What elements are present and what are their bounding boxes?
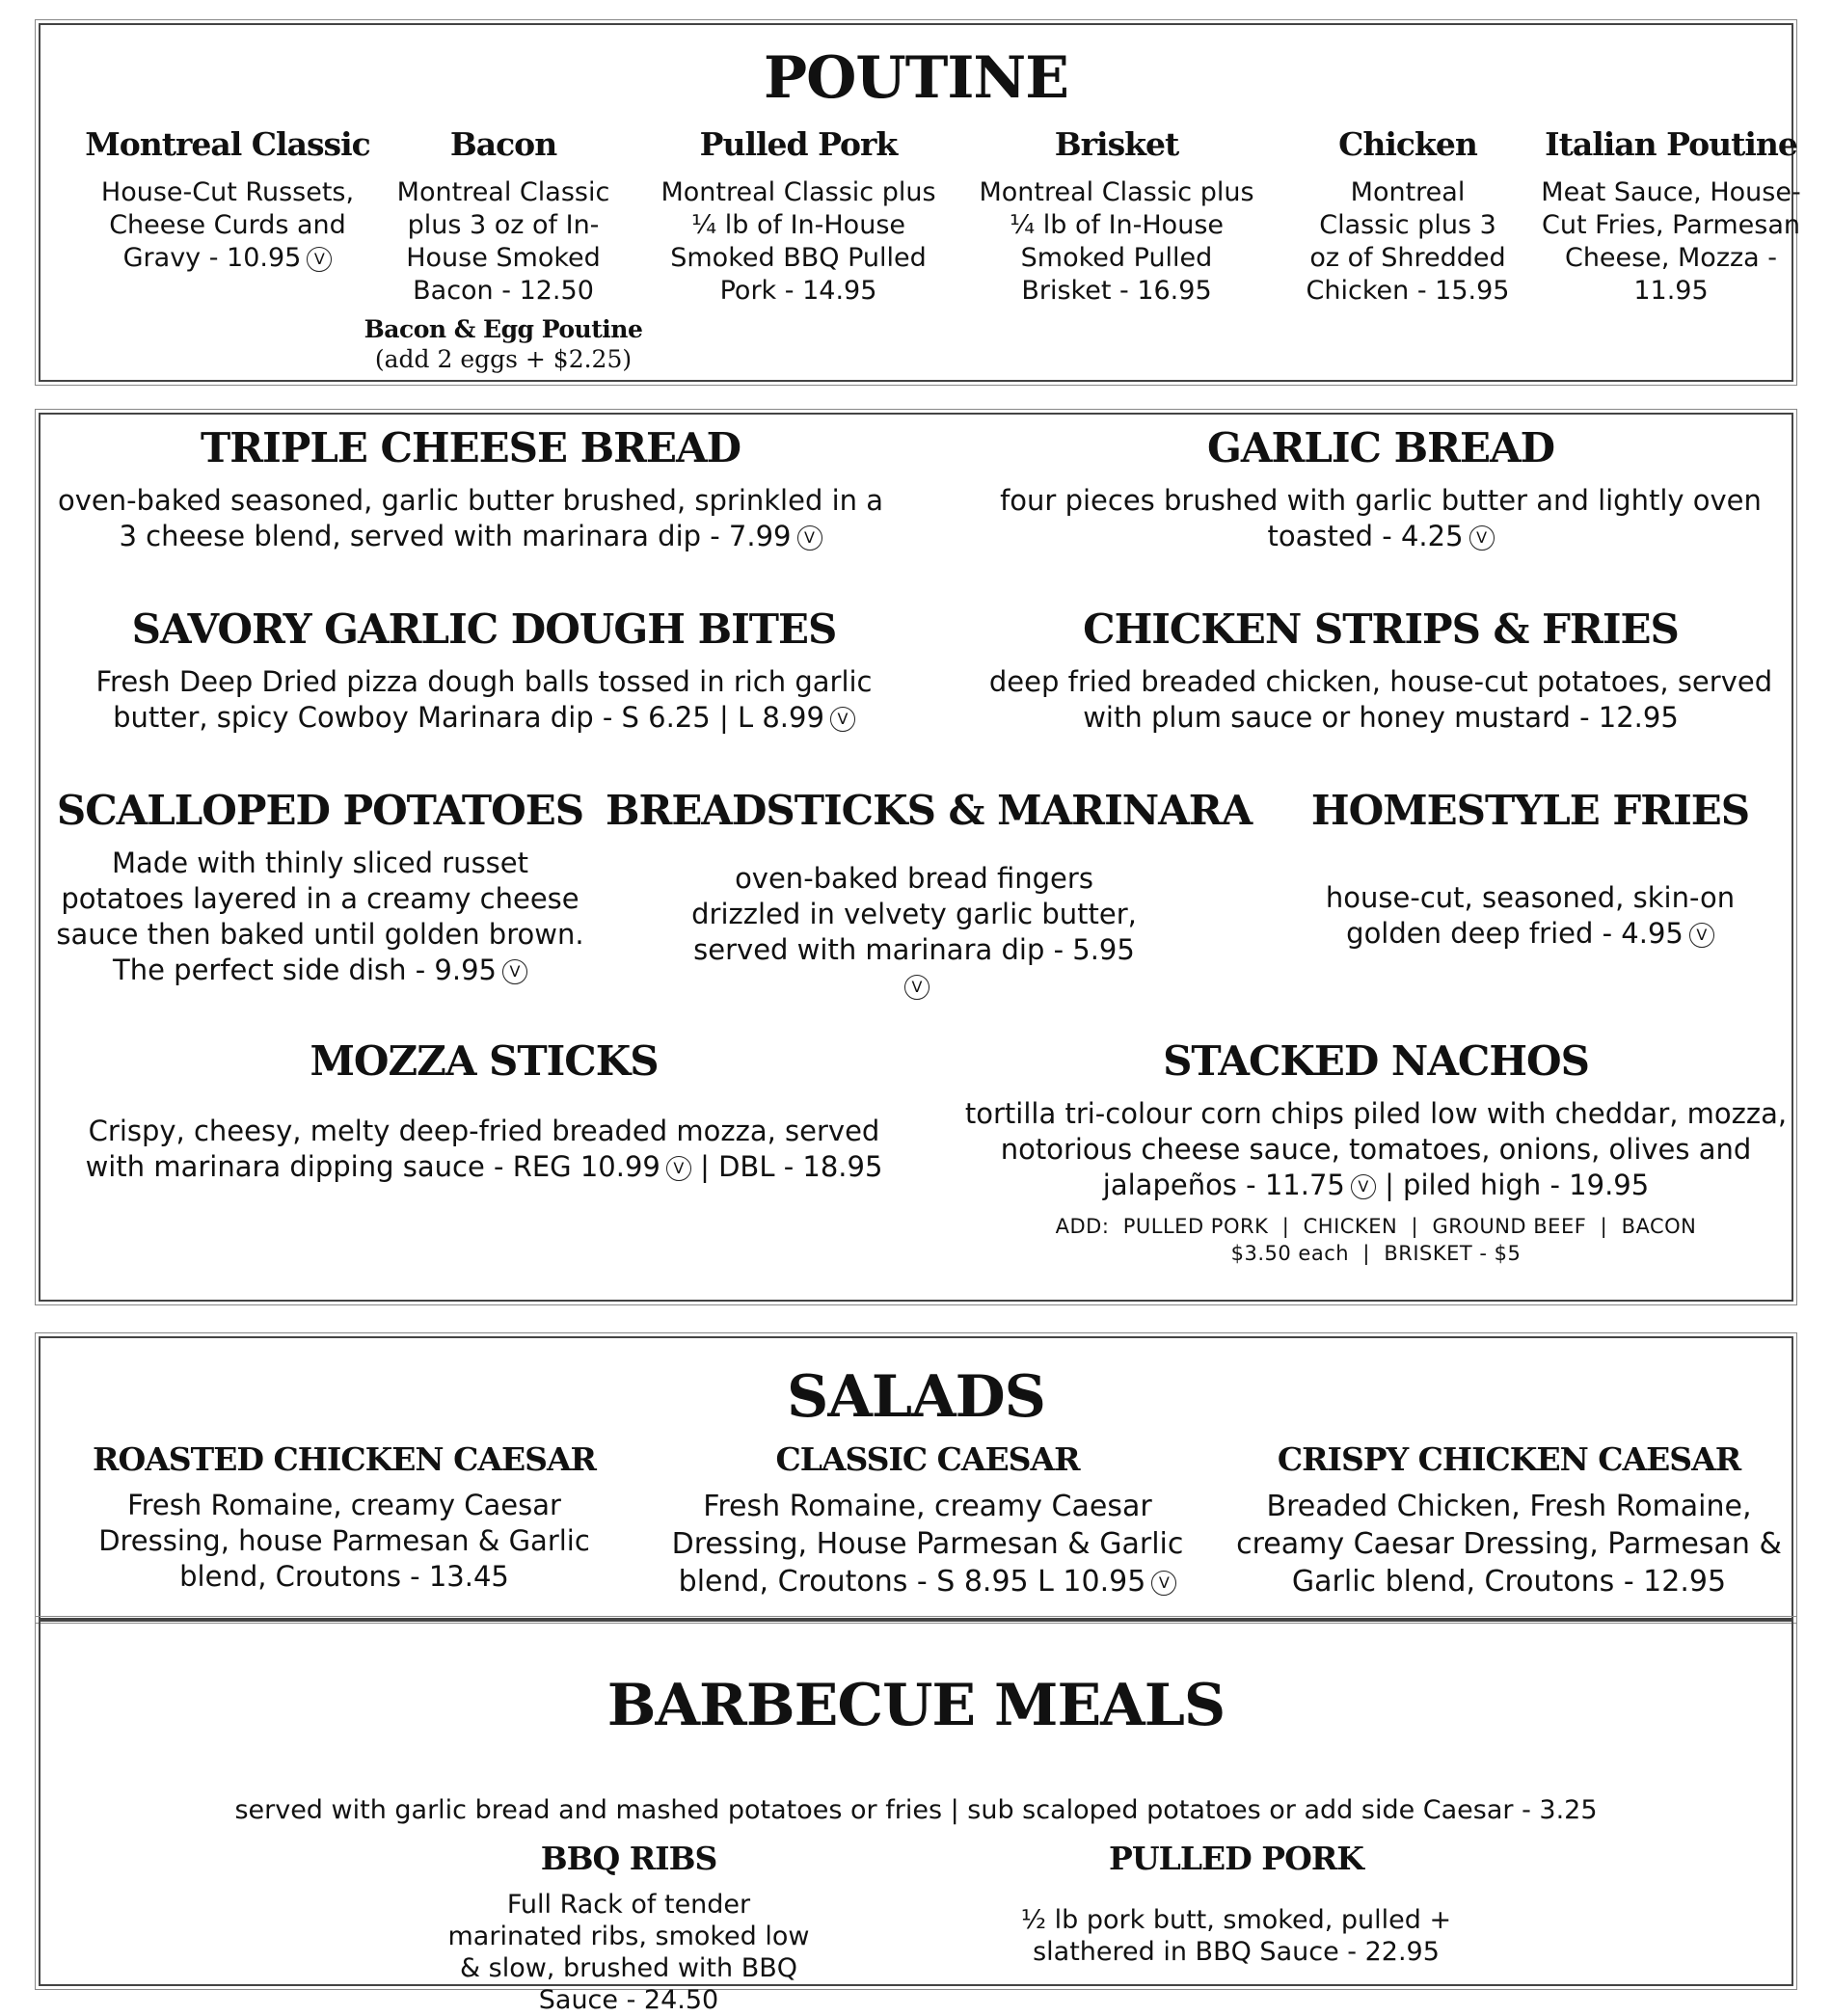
salad-item-desc: Fresh Romaine, creamy Caesar Dressing, house Parmesan & Garlic blend, Croutons - 13.45 xyxy=(98,1489,590,1593)
bbq-item-desc: ½ lb pork butt, smoked, pulled + slathered in BBQ Sauce - 22.95 xyxy=(1020,1905,1452,1967)
item-desc: house-cut, seasoned, skin-on golden deep fried - 4.95 xyxy=(1325,881,1736,950)
poutine-item-name: Chicken xyxy=(1338,125,1477,163)
menu-item-scalloped-potatoes xyxy=(40,787,600,988)
poutine-item-name: Italian Poutine xyxy=(1545,125,1797,163)
poutine-extra-name: Bacon & Egg Poutine xyxy=(364,315,643,343)
poutine-item xyxy=(349,125,658,373)
poutine-item xyxy=(646,125,951,308)
item-title: MOZZA STICKS xyxy=(310,1037,659,1085)
vegetarian-icon: V xyxy=(666,1156,691,1181)
bbq-section xyxy=(39,1620,1793,2015)
poutine-item-desc: House-Cut Russets, Cheese Curds and Gravy - 10.95 xyxy=(100,177,355,273)
menu-item-mozza-sticks xyxy=(69,1037,899,1185)
menu-item-garlic-dough-bites xyxy=(69,605,899,736)
item-title: CHICKEN STRIPS & FRIES xyxy=(1083,605,1679,653)
poutine-item-desc: Montreal Classic plus 3 oz of Shredded Chicken - 15.95 xyxy=(1306,177,1510,306)
vegetarian-icon: V xyxy=(797,525,822,551)
item-title: STACKED NACHOS xyxy=(1163,1037,1589,1085)
item-desc: oven-baked seasoned, garlic butter brushed, sprinkled in a 3 cheese blend, served with marinara dip - 7.99 xyxy=(57,484,884,552)
item-title: GARLIC BREAD xyxy=(1206,424,1554,471)
item-title: TRIPLE CHEESE BREAD xyxy=(200,424,741,471)
menu-item-homestyle-fries xyxy=(1275,787,1786,952)
salad-item-name: CLASSIC CAESAR xyxy=(775,1440,1080,1478)
poutine-title: POUTINE xyxy=(764,44,1068,112)
menu-item-chicken-strips xyxy=(976,605,1786,736)
item-title: BREADSTICKS & MARINARA xyxy=(606,787,1253,834)
nachos-add-ons-prices: $3.50 each | BRISKET - $5 xyxy=(1230,1242,1522,1265)
poutine-item-name: Bacon xyxy=(449,125,557,163)
menu-item-stacked-nachos xyxy=(956,1037,1795,1267)
menu-item-breadsticks xyxy=(606,787,1253,1004)
poutine-item-desc: Meat Sauce, House-Cut Fries, Parmesan Cheese, Mozza - 11.95 xyxy=(1541,177,1801,306)
bbq-item xyxy=(378,1840,879,2016)
salad-item-desc: Breaded Chicken, Fresh Romaine, creamy Caesar Dressing, Parmesan & Garlic blend, Croutons - 12.95 xyxy=(1236,1490,1782,1599)
bbq-item-desc: Full Rack of tender marinated ribs, smoked low & slow, brushed with BBQ Sauce - 24.50 xyxy=(447,1890,810,2015)
vegetarian-icon: V xyxy=(307,247,332,272)
item-desc-extra: | DBL - 18.95 xyxy=(700,1150,883,1183)
item-title: SCALLOPED POTATOES xyxy=(56,787,584,834)
poutine-item-name: Pulled Pork xyxy=(699,125,898,163)
poutine-item xyxy=(1263,125,1552,308)
salad-item-desc: Fresh Romaine, creamy Caesar Dressing, House Parmesan & Garlic blend, Croutons - S 8.95 L 10.95 xyxy=(671,1490,1184,1599)
item-desc-extra: | piled high - 19.95 xyxy=(1385,1169,1650,1201)
poutine-item-name: Montreal Classic xyxy=(85,125,370,163)
poutine-section xyxy=(39,23,1801,382)
item-title: HOMESTYLE FRIES xyxy=(1310,787,1750,834)
item-desc: deep fried breaded chicken, house-cut potatoes, served with plum sauce or honey mustard - 12.95 xyxy=(988,665,1773,734)
salad-item xyxy=(638,1440,1217,1600)
salad-item-name: CRISPY CHICKEN CAESAR xyxy=(1277,1440,1741,1478)
salad-item xyxy=(1225,1440,1793,1600)
item-desc: oven-baked bread fingers drizzled in velvety garlic butter, served with marinara dip - 5.95 xyxy=(691,862,1137,966)
vegetarian-icon: V xyxy=(1689,923,1714,948)
poutine-item-desc: Montreal Classic plus ¼ lb of In-House Smoked Pulled Brisket - 16.95 xyxy=(979,177,1254,306)
bbq-item xyxy=(966,1840,1506,1968)
sides-section xyxy=(39,413,1793,1302)
bbq-title: BARBECUE MEALS xyxy=(606,1672,1226,1739)
bbq-subtitle: served with garlic bread and mashed potatoes or fries | sub scaloped potatoes or add side Caesar - 3.25 xyxy=(234,1795,1598,1825)
menu-item-triple-cheese-bread xyxy=(46,424,895,554)
item-desc: Made with thinly sliced russet potatoes layered in a creamy cheese sauce then baked until golden brown. The perfect side dish - 9.95 xyxy=(56,847,584,986)
poutine-item xyxy=(1541,125,1801,308)
salad-item xyxy=(50,1440,638,1595)
vegetarian-icon: V xyxy=(502,959,527,984)
salad-item-name: ROASTED CHICKEN CAESAR xyxy=(93,1440,596,1478)
nachos-add-ons: ADD: PULLED PORK | CHICKEN | GROUND BEEF | BACON xyxy=(1055,1215,1697,1238)
vegetarian-icon: V xyxy=(1351,1174,1376,1199)
item-desc: tortilla tri-colour corn chips piled low with cheddar, mozza, notorious cheese sauce, tomatoes, onions, olives and jalapeños - 11.75 xyxy=(964,1097,1788,1201)
item-title: SAVORY GARLIC DOUGH BITES xyxy=(131,605,837,653)
menu-item-garlic-bread xyxy=(976,424,1786,554)
salads-title: SALADS xyxy=(787,1363,1045,1431)
poutine-item xyxy=(964,125,1269,308)
bbq-item-name: PULLED PORK xyxy=(1109,1840,1363,1877)
poutine-item-desc: Montreal Classic plus 3 oz of In-House Smoked Bacon - 12.50 xyxy=(396,177,610,306)
vegetarian-icon: V xyxy=(1151,1571,1176,1596)
bbq-item-name: BBQ RIBS xyxy=(540,1840,717,1877)
vegetarian-icon: V xyxy=(904,975,929,1000)
vegetarian-icon: V xyxy=(830,707,855,732)
poutine-item-desc: Montreal Classic plus ¼ lb of In-House Smoked BBQ Pulled Pork - 14.95 xyxy=(660,177,936,306)
item-desc: Crispy, cheesy, melty deep-fried breaded mozza, served with marinara dipping sauce - REG 10.99 xyxy=(85,1115,880,1183)
vegetarian-icon: V xyxy=(1469,525,1495,551)
salads-section xyxy=(39,1336,1793,1620)
poutine-item-name: Brisket xyxy=(1054,125,1179,163)
item-desc: Fresh Deep Dried pizza dough balls tossed in rich garlic butter, spicy Cowboy Marinara dip - S 6.25 | L 8.99 xyxy=(95,665,873,734)
item-desc: four pieces brushed with garlic butter and lightly oven toasted - 4.25 xyxy=(1000,484,1762,552)
poutine-extra-desc: (add 2 eggs + $2.25) xyxy=(374,345,633,373)
